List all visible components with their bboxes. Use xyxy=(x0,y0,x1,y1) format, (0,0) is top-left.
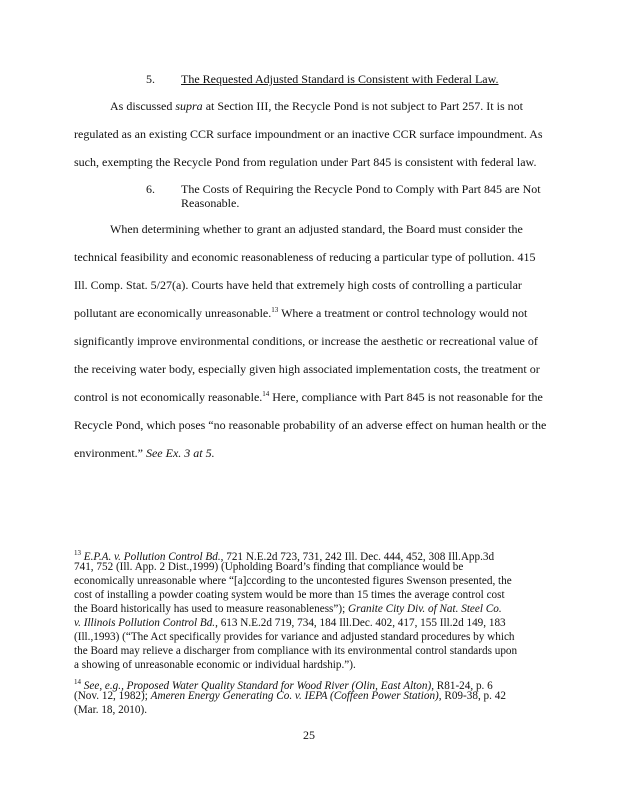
footnote-13-line5 xyxy=(74,603,502,616)
footnote-13-case2b: v. Illinois Pollution Control Bd. xyxy=(74,617,216,629)
para1-line1: As discussed supra at Section III, the Recycle Pond is not subject to Part 257. It is not xyxy=(110,99,523,113)
heading-5-title: The Requested Adjusted Standard is Consistent with Federal Law. xyxy=(181,72,499,86)
para2-line6: the receiving water body, especially given high associated implementation costs, the treatment or xyxy=(74,362,540,376)
footnote-14-case1: See, e.g., Proposed Water Quality Standard for Wood River (Olin, East Alton) xyxy=(83,680,432,692)
heading-6-title-line2: Reasonable. xyxy=(181,196,240,210)
para1-line2: regulated as an existing CCR surface impoundment or an inactive CCR surface impoundment. As xyxy=(74,127,543,141)
heading-6-title-line1: The Costs of Requiring the Recycle Pond to Comply with Part 845 are Not xyxy=(181,182,541,196)
para2-line4-b: Where a treatment or control technology would not xyxy=(281,306,528,320)
footnote-14-cite1: , R81-24, p. 6 xyxy=(431,680,493,692)
heading-5-number: 5. xyxy=(146,72,155,86)
para2-line7-b: Here, compliance with Part 845 is not reasonable for the xyxy=(272,390,543,404)
para1-line3: such, exempting the Recycle Pond from regulation under Part 845 is consistent with federal law. xyxy=(74,155,537,169)
footnote-13-line4: cost of installing a powder coating system would be more than 15 times the average control cost xyxy=(74,589,505,601)
para2-line2: technical feasibility and economic reasonableness of reducing a particular type of pollution. 415 xyxy=(74,250,536,264)
footnote-13-mark: 13 xyxy=(74,549,81,557)
para2-line9-cite: See Ex. 3 at 5. xyxy=(145,446,215,460)
footnote-13-line7: (Ill.,1993) (“The Act specifically provides for variance and adjusted standard procedures by which xyxy=(74,631,515,643)
footnote-14-line2 xyxy=(74,690,506,703)
footnote-13-line9: a showing of unreasonable economic or individual hardship.”). xyxy=(74,659,356,671)
footnote-ref-14: 14 xyxy=(262,390,270,398)
footnote-13-line8: the Board may relieve a discharger from compliance with its environmental control standards upon xyxy=(74,645,518,657)
para2-line4-a: pollutant are economically unreasonable. xyxy=(74,306,272,320)
footnote-14-line3: (Mar. 18, 2010). xyxy=(74,704,148,716)
footnote-13-line3: economically unreasonable where “[a]ccording to the uncontested figures Swenson presented, the xyxy=(74,575,512,587)
footnote-13-line6 xyxy=(74,617,506,630)
para2-line7-a: control is not economically reasonable. xyxy=(74,390,263,404)
para2-line9-a: environment.” xyxy=(74,446,143,460)
footnote-14-cite2: , R09-38, p. 42 xyxy=(438,690,506,702)
footnote-14-case2: Ameren Energy Generating Co. v. IEPA (Coffeen Power Station) xyxy=(150,690,439,702)
footnote-13-cite2: , 613 N.E.2d 719, 734, 184 Ill.Dec. 402, 417, 155 Ill.2d 149, 183 xyxy=(215,617,506,629)
para2-line7 xyxy=(74,390,543,405)
footnote-ref-13: 13 xyxy=(271,306,279,314)
para2-line4 xyxy=(74,306,527,321)
footnote-separator xyxy=(74,540,194,541)
para2-line3: Ill. Comp. Stat. 5/27(a). Courts have held that extremely high costs of controlling a particular xyxy=(74,278,522,292)
para2-line8: Recycle Pond, which poses “no reasonable probability of an adverse effect on human health or the xyxy=(74,418,547,432)
para2-line5: significantly improve environmental conditions, or increase the aesthetic or recreational value of xyxy=(74,334,538,348)
footnote-13-line5-a: the Board historically has used to measure reasonableness”); xyxy=(74,603,346,615)
footnote-13-cite1: , 721 N.E.2d 723, 731, 242 Ill. Dec. 444, 452, 308 Ill.App.3d xyxy=(220,551,495,563)
footnote-13-case1: E.P.A. v. Pollution Control Bd. xyxy=(83,551,221,563)
heading-6-number: 6. xyxy=(146,182,155,196)
page-number: 25 xyxy=(303,728,315,742)
footnote-14-date1: (Nov. 12, 1982); xyxy=(74,690,148,702)
para2-line1: When determining whether to grant an adjusted standard, the Board must consider the xyxy=(110,222,523,236)
footnote-13-line2: 741, 752 (Ill. App. 2 Dist.,1999) (Upholding Board’s finding that compliance would be xyxy=(74,561,464,573)
footnote-13-case2a: Granite City Div. of Nat. Steel Co. xyxy=(348,603,502,615)
footnote-14-mark: 14 xyxy=(74,678,81,686)
para2-line9 xyxy=(74,446,215,461)
